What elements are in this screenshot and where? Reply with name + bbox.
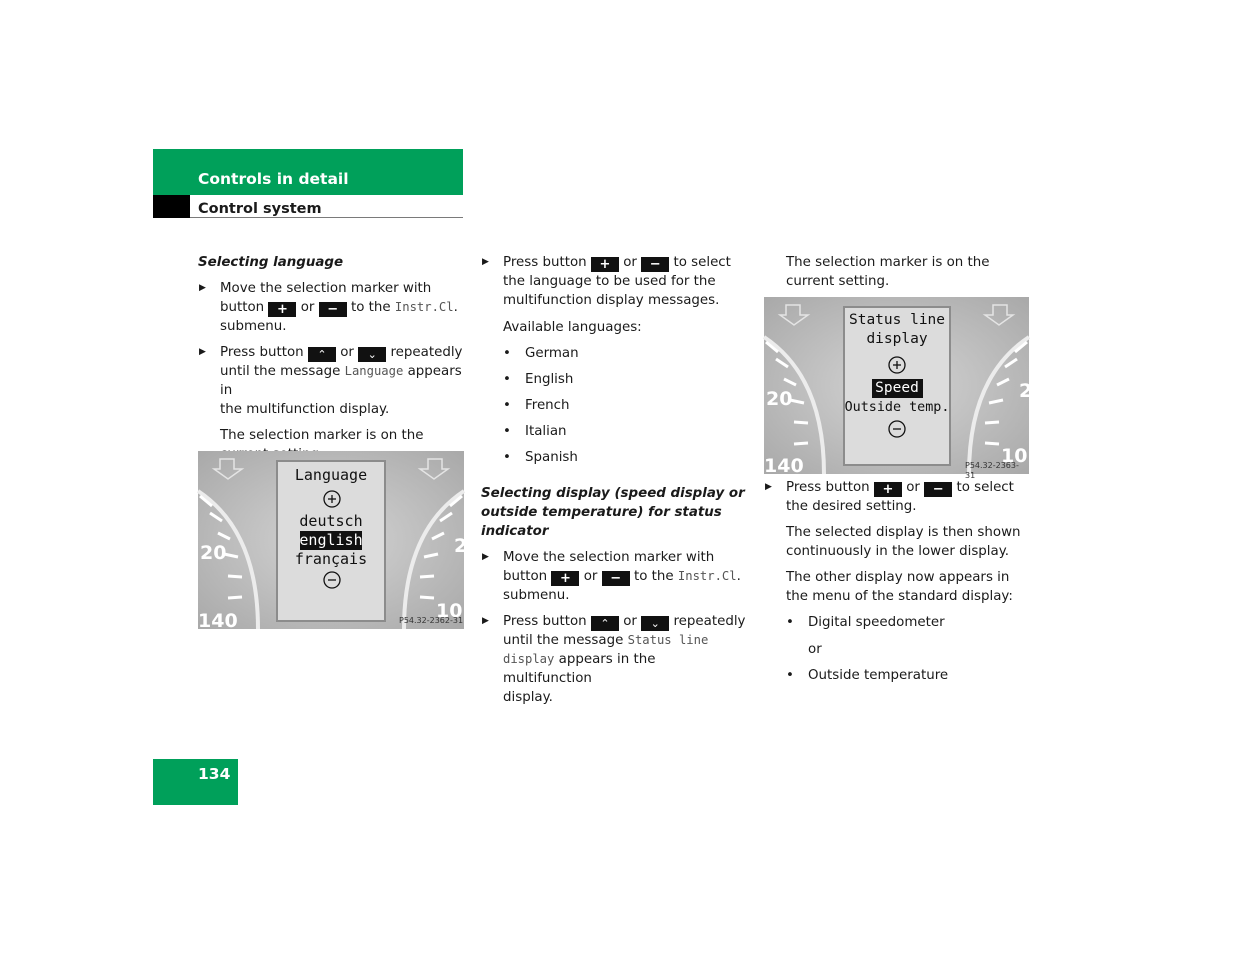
list-item: • Italian — [481, 422, 747, 441]
heading-selecting-display: Selecting display (speed display or outside temperature) for status indicator — [481, 486, 745, 539]
display-line: display — [866, 331, 928, 347]
list-item: • Digital speedometer — [764, 613, 1034, 632]
minus-button-icon: − — [602, 571, 630, 586]
or-text: or — [808, 642, 822, 657]
minus-button-icon: − — [924, 482, 952, 497]
page-number: 134 — [198, 765, 231, 783]
gauge-tick-label: 10 — [436, 600, 463, 622]
column-3-continued — [764, 478, 1034, 685]
header-tab — [153, 195, 190, 218]
instruction-step: ▶ Press button ⌃ or ⌄ repeatedly until the message Language appears in the multifunction display. — [198, 343, 464, 419]
figure-code: P54.32-2363-31 — [965, 461, 1019, 480]
down-button-icon: ⌄ — [358, 347, 386, 362]
display-line: Status line — [848, 312, 946, 328]
code-text: Status line — [627, 633, 709, 647]
instruction-step: ▶ Move the selection marker with button + or − to the Instr.Cl. submenu. — [481, 548, 747, 605]
note-text: The selection marker is on the current setting. — [786, 255, 990, 289]
figure-code: P54.32-2362-31 — [399, 616, 464, 625]
gauge-tick-label: 140 — [764, 455, 804, 477]
instruction-step: ▶ Move the selection marker with button + or − to the Instr.Cl. submenu. — [198, 279, 464, 336]
gauge-tick-label: 2 — [1019, 380, 1033, 402]
list-item: • French — [481, 396, 747, 415]
instruction-step: ▶ Press button + or − to select the language to be used for the multifunction display messages. — [481, 253, 747, 310]
list-item: • English — [481, 370, 747, 389]
list-item: • Spanish — [481, 448, 747, 467]
column-2 — [481, 253, 747, 707]
display-line: français — [294, 550, 368, 568]
display-line-selected: english — [299, 531, 363, 549]
code-text: Instr.Cl — [394, 300, 454, 314]
subsection-title: Control system — [198, 201, 322, 217]
display-line: deutsch — [299, 512, 363, 530]
minus-button-icon: − — [319, 302, 347, 317]
up-button-icon: ⌃ — [591, 616, 619, 631]
heading-selecting-language: Selecting language — [198, 255, 344, 270]
display-line-selected: Speed — [875, 380, 919, 396]
plus-button-icon: + — [551, 571, 579, 586]
gauge-tick-label: 10 — [1001, 445, 1028, 467]
list-item: • Outside temperature — [764, 666, 1034, 685]
minus-button-icon: − — [641, 257, 669, 272]
display-line: Language — [294, 466, 368, 484]
body-text: The other display now appears in the menu of the standard display: — [786, 570, 1013, 604]
list-item: • German — [481, 344, 747, 363]
code-text: display — [503, 652, 555, 666]
instruction-step: ▶ Press button + or − to select the desired setting. — [764, 478, 1034, 516]
gauge-tick-label: 2 — [454, 535, 468, 557]
code-text: Language — [344, 364, 404, 378]
body-text: The selected display is then shown continuously in the lower display. — [786, 525, 1021, 559]
code-text: Instr.Cl — [677, 569, 737, 583]
gauge-tick-label: 20 — [200, 542, 227, 564]
section-title: Controls in detail — [198, 170, 349, 188]
column-3 — [764, 253, 1034, 291]
column-1 — [198, 253, 464, 464]
display-line: Outside temp. — [844, 400, 950, 415]
plus-button-icon: + — [268, 302, 296, 317]
up-button-icon: ⌃ — [308, 347, 336, 362]
gauge-tick-label: 20 — [766, 388, 793, 410]
available-languages-label: Available languages: — [503, 320, 642, 335]
instrument-cluster-figure-language — [198, 451, 468, 632]
gauge-tick-label: 140 — [198, 610, 238, 632]
plus-button-icon: + — [874, 482, 902, 497]
plus-button-icon: + — [591, 257, 619, 272]
instruction-step: ▶ Press button ⌃ or ⌄ repeatedly until the message Status line display appears in the multifunction display. — [481, 612, 747, 707]
note-text: The selection marker is on the — [220, 428, 424, 443]
instrument-cluster-figure-status — [764, 297, 1033, 480]
down-button-icon: ⌄ — [641, 616, 669, 631]
